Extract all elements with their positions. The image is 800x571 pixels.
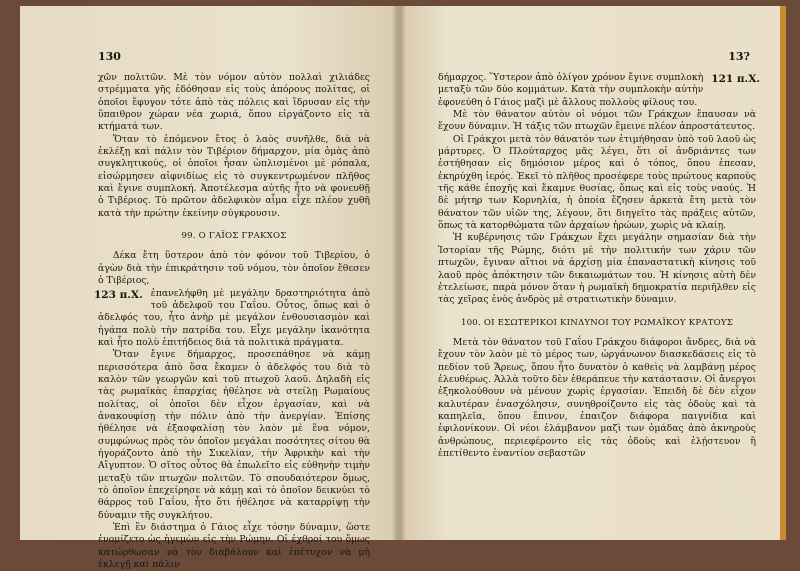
right-paragraph-3: Οἱ Γράκχοι μετὰ τὸν θάνατόν των ἐτιμήθησαν ὑπὸ τοῦ λαοῦ ὡς μάρτυρες. Ὁ Πλούταρχος μᾶς λέγει, ὅτι οἱ ἀνδριάντες των ἐστήθησαν εἰς δημόσιον μέρος καὶ ὁ τόπος, ὅπου ἐπεσαν, ἐκηρύχθη ἱερός. Ἐκεῖ τὸ πλῆθος προσέφερε τοὺς πρώτους καρποὺς τῆς κάθε ἐποχῆς καὶ ἔκαμνε θυσίας, ὅπως καὶ εἰς τοὺς ναούς. Ἡ δὲ μήτηρ των Κορνηλία, ἡ ὁποία ἔζησεν ἀρκετὰ ἔτη μετὰ τὸν θάνατον τῶν υἱῶν της, λέγουν, ὅτι διηγεῖτο τὰς πράξεις αὐτῶν, ὅπως τὰ κατορθώματα τῶν ἀρχαίων ἡρώων, χωρὶς νὰ κλαίῃ.: [438, 133, 756, 232]
margin-date-121: 121 π.Χ.: [711, 73, 760, 85]
left-page-text: [94, 72, 370, 571]
section-heading-100: 100. ΟΙ ΕΣΩΤΕΡΙΚΟΙ ΚΙΝΔΥΝΟΙ ΤΟΥ ΡΩΜΑΪΚΟΥ ΚΡΑΤΟΥΣ: [460, 317, 734, 328]
left-paragraph-4: Ὅταν ἔγινε δήμαρχος, προσεπάθησε νὰ κάμῃ περισσότερα ἀπὸ ὅσα ἔκαμεν ὁ ἀδελφός του διὰ τὸ καλὸν τῶν γεωργῶν καὶ τοῦ πτωχοῦ λαοῦ. Δηλαδὴ εἰς τὰς ρωμαϊκὰς ἐπαρχίας ἠθέλησε νὰ στείλῃ Ρωμαίους πολίτας, οἱ ὁποῖοι δὲν εἶχον ἐργασίαν, καὶ νὰ ἀνακουφίσῃ τὴν πόλιν ἀπὸ τὴν ἀνεργίαν. Ἐπίσης ἠθέλησε νὰ ἐξασφαλίσῃ τὸν λαὸν μὲ ἕνα νόμον, συμφώνως πρὸς τὸν ὁποῖον μεγάλαι ποσότητες σίτου θὰ ἠγοράζοντο ἀπὸ τὴν Σικελίαν, τὴν Ἀφρικὴν καὶ τὴν Αἴγυπτον. Ὁ σῖτος οὗτος θὰ ἐπωλεῖτο εἰς εὐθηνὴν τιμὴν μεταξὺ τῶν πτωχῶν πολιτῶν. Τὸ σπουδαιότερον ὅμως, τὸ ὁποῖον ἐπεχείρησε νὰ κάμῃ καὶ τὸ ὁποῖον δεικνύει τὸ θάρρος τοῦ Γαΐου, ἦτο ὅτι ἠθέλησε νὰ καταρρίψῃ τὴν δύναμιν τῆς συγκλήτου.: [98, 349, 370, 521]
left-page-number: 130: [98, 50, 121, 63]
left-paragraph-3b: [94, 287, 370, 350]
right-paragraph-1: [438, 72, 760, 109]
book-gutter: [392, 6, 406, 540]
page-edge: [780, 6, 786, 540]
left-paragraph-3b-text: ἐπανελήφθη μὲ μεγάλην δραστηριότητα ἀπὸ τοῦ ἀδελφοῦ του Γαΐου. Οὗτος, ὅπως καὶ ὁ ἀδελφός του, ἦτο ἀνὴρ μὲ μεγάλον ἐνθουσιασμὸν καὶ ἠγάπα πολὺ τὴν πατρίδα του. Εἶχε μεγάλην ἱκανότητα καὶ ἦτο πολὺ ἐπιτήδειος διὰ τὰ πολιτικὰ πράγματα.: [98, 287, 370, 348]
right-paragraph-2: Μὲ τὸν θάνατον αὐτὸν οἱ νόμοι τῶν Γράκχων ἔπαυσαν νὰ ἔχουν δύναμιν. Ἡ τάξις τῶν πτωχῶν ἔμεινε πλέον ἀπροστάτευτος.: [438, 109, 756, 133]
section-heading-99: 99. Ο ΓΑΪΟΣ ΓΡΑΚΧΟΣ: [181, 231, 287, 242]
right-page: [400, 6, 786, 540]
right-page-number: 13?: [728, 50, 750, 63]
left-paragraph-3a: Δέκα ἔτη ὕστερον ἀπὸ τὸν φόνον τοῦ Τιβερίου, ὁ ἀγὼν διὰ τὴν ἐπικράτησιν τοῦ νόμου, τὸν ὁποῖον ἔθεσεν ὁ Τιβέριος,: [98, 250, 370, 287]
right-paragraph-1-text: δήμαρχος. Ὕστερον ἀπὸ ὀλίγον χρόνον ἔγινε συμπλοκὴ μεταξὺ τῶν δύο κομμάτων. Κατὰ τὴν συμπλοκὴν αὐτὴν ἐφονεύθη ὁ Γάιος μαζὶ μὲ ἄλλους πολλοὺς φίλους του.: [438, 72, 704, 108]
left-paragraph-2: Ὅταν τὸ ἑπόμενον ἔτος ὁ λαὸς συνῆλθε, διὰ νὰ ἐκλέξῃ καὶ πάλιν τὸν Τιβέριον δήμαρχον, μία ὁμὰς ἀπὸ συγκλητικούς, οἱ ὁποῖοι ἦσαν ὡπλισμένοι μὲ ρόπαλα, εἰσώρμησεν αἰφνιδίως εἰς τὸ συγκεντρωμένον πλῆθος καὶ ἔγινε συμπλοκή. Ἀποτέλεσμα αὐτῆς ἦτο νὰ φονευθῇ ὁ Τιβέριος. Τὸ πρῶτον ἀδελφικὸν αἷμα εἶχε πλέον χυθῆ κατὰ τὴν πρώτην ἐκείνην σύγκρουσιν.: [98, 133, 370, 219]
left-paragraph-5: Ἐπὶ ἓν διάστημα ὁ Γάιος εἶχε τόσην δύναμιν, ὥστε ἐνομίζετο ὡς ἡγεμὼν εἰς τὴν Ρώμην. Οἱ ἐχθροί του ὅμως κατώρθωσαν νὰ τὸν διαβάλουν καὶ ἐπέτυχον νὰ μὴ ἐκλεγῇ καὶ πάλιν: [98, 522, 370, 571]
left-page: [20, 6, 398, 571]
right-paragraph-5: Μετὰ τὸν θάνατον τοῦ Γαΐου Γράκχου διάφοροι ἄνδρες, διὰ νὰ ἔχουν τὸν λαὸν μὲ τὸ μέρος των, ὠργάνωνον διασκεδάσεις εἰς τὸ πεδίον τοῦ Ἄρεως, ὅπου ἦτο δυνατὸν ὁ καθεὶς νὰ λαμβάνῃ μέρος ἐλευθέρως. Ἀλλὰ τοῦτο δὲν ἐθεράπευε τὴν κατάστασιν. Οἱ ἄνεργοι ἐξηκολούθουν νὰ μένουν χωρὶς ἐργασίαν. Ἐπειδὴ δὲ δὲν εἶχον καλυτέραν ἐνασχόλησιν, συνηθροίζοντο εἰς τὰς ὁδοὺς καὶ τὰ καπηλεῖα, ὅπου ἔπινον, ἐπαιζον διάφορα παιγνίδια καὶ ἐφιλονίκουν. Οἱ νέοι ἐλάμβανον μαζὶ των ὁμάδας ἀπὸ ἀκνηροὺς ἀνθρώπους, περιεφέροντο εἰς τὰς ὁδοὺς καὶ ἐλῄστευον ἢ ἐπετίθεντο ἐναντίον σεβαστῶν: [438, 336, 756, 459]
right-paragraph-4: Ἡ κυβέρνησις τῶν Γράκχων ἔχει μεγάλην σημασίαν διὰ τὴν Ἱστορίαν τῆς Ρώμης, διότι μὲ τὴν πολιτικήν των χάριν τῶν πτωχῶν, ἔγιναν αἴτιοι νὰ ἀρχίσῃ μία ἐπαναστατικὴ κίνησις τοῦ λαοῦ πρὸς ἀπόκτησιν τῶν δικαιωμάτων του. Ἡ κίνησις αὐτὴ δὲν ἐτελείωσε, παρὰ μόνον ὅταν ἡ ρωμαϊκὴ δημοκρατία περιῆλθεν εἰς τὰς χεῖρας ἑνὸς ἀνδρὸς μὲ στρατιωτικὴν δύναμιν.: [438, 232, 756, 306]
margin-date-123: 123 π.Χ.: [94, 288, 143, 301]
left-paragraph-1: χῶν πολιτῶν. Μὲ τὸν νόμον αὐτὸν πολλαὶ χιλιάδες στρέμματα γῆς ἐδόθησαν εἰς τοὺς ἀπόρους πολίτας, οἱ ὁποῖοι ἔφυγον τότε ἀπὸ τὰς πόλεις καὶ ἵδρυσαν εἰς τὴν ὕπαιθρον χώραν νέα χωριά, ὅπου εἰργάζοντο εἰς τὰ κτήματά των.: [98, 72, 370, 133]
book-spread: [20, 6, 786, 571]
right-page-text: [438, 72, 760, 460]
